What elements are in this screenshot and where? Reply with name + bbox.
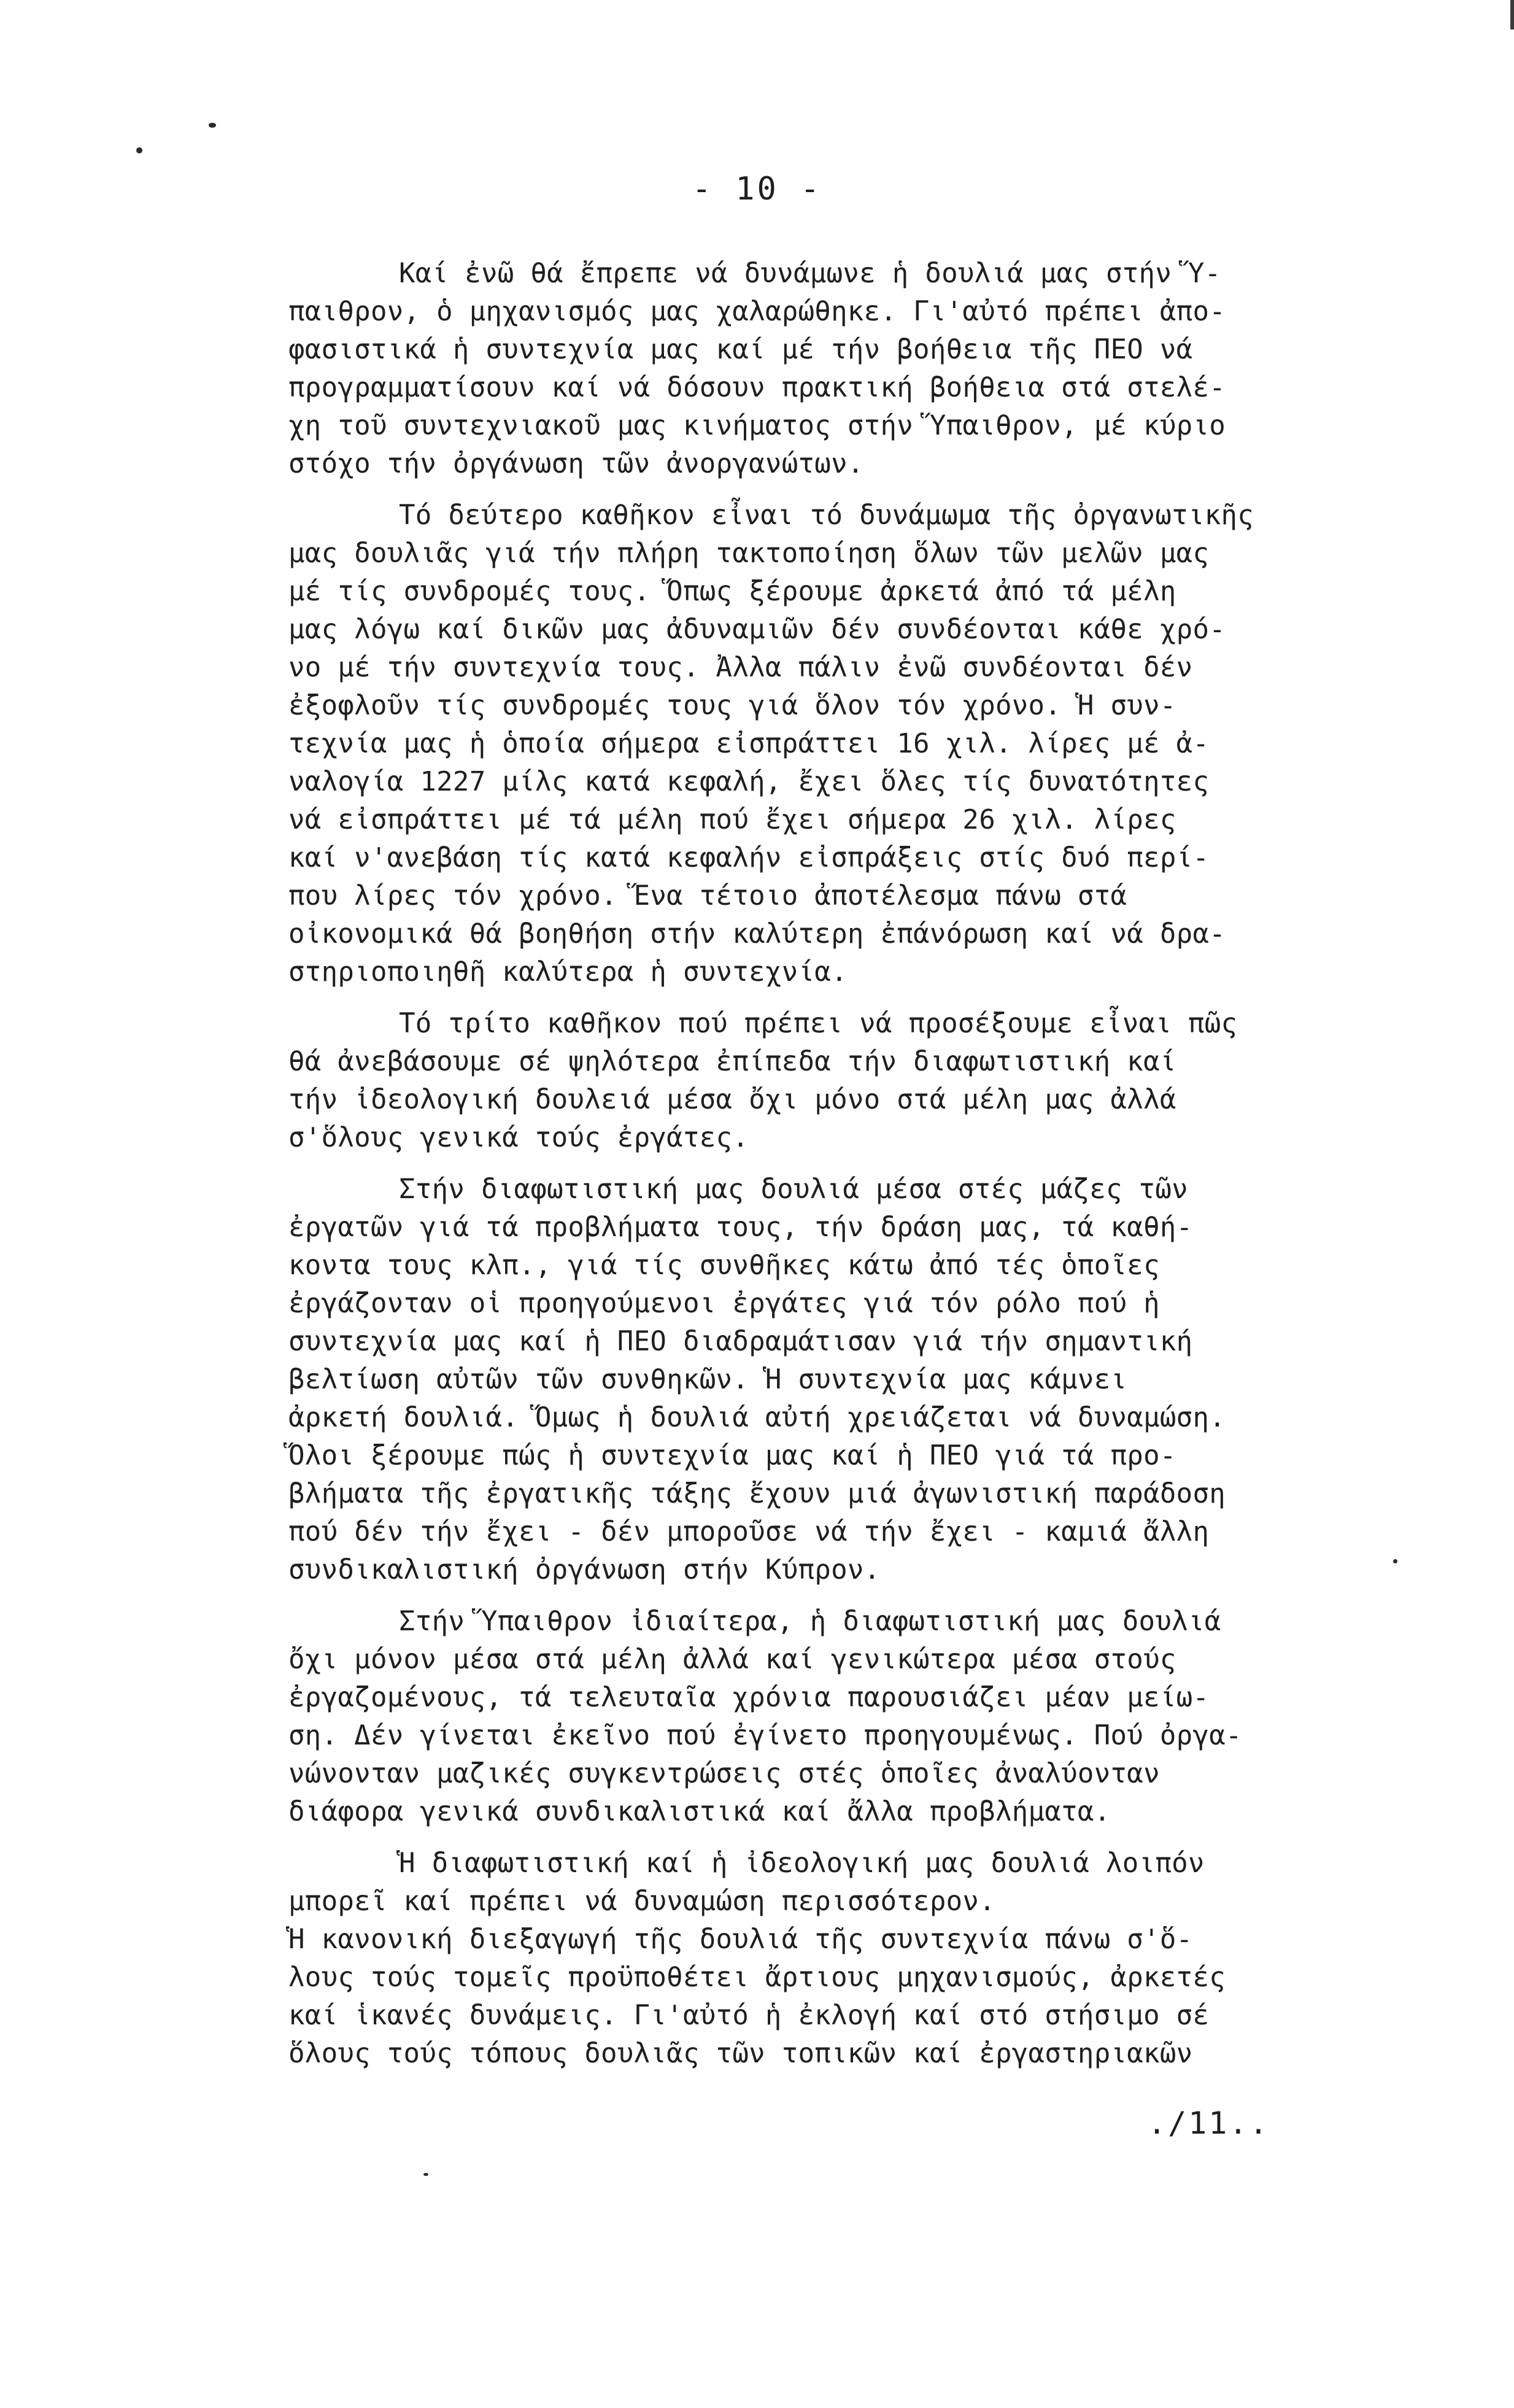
continuation-page-ref: ./11.. (1148, 2105, 1270, 2141)
text-line: που λίρες τόν χρόνο. Ἕνα τέτοιο ἀποτέλεσμα πάνω στά (288, 880, 1127, 912)
text-line: ὅλους τούς τόπους δουλιᾶς τῶν τοπικῶν καί ἐργαστηριακῶν (288, 2038, 1193, 2069)
text-line: ἀρκετή δουλιά. Ὅμως ἡ δουλιά αὐτή χρειάζεται νά δυναμώση. (288, 1402, 1226, 1433)
page-number: - 10 - (692, 171, 822, 207)
text-line: μας δουλιᾶς γιά τήν πλήρη τακτοποίηση ὅλων τῶν μελῶν μας (288, 538, 1210, 569)
text-line: Τό δεύτερο καθῆκον εἶναι τό δυνάμωμα τῆς ὀργανωτικῆς (399, 500, 1254, 531)
text-line: κοντα τους κλπ., γιά τίς συνθῆκες κάτω ἀπό τές ὁποῖες (288, 1250, 1160, 1281)
text-line: νά εἰσπράττει μέ τά μέλη πού ἔχει σήμερα 26 χιλ. λίρες (288, 804, 1176, 835)
text-line: τήν ἰδεολογική δουλειά μέσα ὄχι μόνο στά μέλη μας ἀλλά (288, 1084, 1176, 1115)
paragraph-3 (288, 1005, 1442, 1157)
text-line: Καί ἐνῶ θά ἔπρεπε νά δυνάμωνε ἡ δουλιά μας στήν Ὕ- (399, 258, 1221, 289)
text-line: ση. Δέν γίνεται ἐκεῖνο πού ἐγίνετο προηγουμένως. Πού ὀργα- (288, 1720, 1242, 1751)
text-line: συντεχνία μας καί ἡ ΠΕΟ διαδραμάτισαν γιά τήν σημαντική (288, 1326, 1193, 1357)
text-line: προγραμματίσουν καί νά δόσουν πρακτική βοήθεια στά στελέ- (288, 372, 1226, 403)
text-line: Ἡ διαφωτιστική καί ἡ ἰδεολογική μας δουλιά λοιπόν (399, 1848, 1205, 1879)
text-line: Στήν Ὕπαιθρον ἰδιαίτερα, ἡ διαφωτιστική μας δουλιά (399, 1606, 1221, 1637)
scan-speck (423, 2173, 428, 2176)
text-line: καί ν'ανεβάση τίς κατά κεφαλήν εἰσπράξεις στίς δυό περί- (288, 842, 1210, 873)
text-line: φασιστικά ἡ συντεχνία μας καί μέ τήν βοήθεια τῆς ΠΕΟ νά (288, 334, 1193, 365)
document-body (288, 255, 1442, 2086)
text-line: καί ἱκανές δυνάμεις. Γι'αὐτό ἡ ἐκλογή καί στό στήσιμο σέ (288, 2000, 1210, 2031)
paragraph-5 (288, 1603, 1442, 1831)
paragraph-2 (288, 497, 1442, 991)
paragraph-1 (288, 255, 1442, 483)
paragraph-7 (288, 1921, 1442, 2073)
text-line: θά ἀνεβάσουμε σέ ψηλότερα ἐπίπεδα τήν διαφωτιστική καί (288, 1046, 1176, 1077)
text-line: μέ τίς συνδρομές τους. Ὅπως ξέρουμε ἀρκετά ἀπό τά μέλη (288, 576, 1176, 607)
paragraph-6 (288, 1845, 1442, 1921)
text-line: Ἡ κανονική διεξαγωγή τῆς δουλιά τῆς συντεχνία πάνω σ'ὅ- (288, 1924, 1193, 1955)
text-line: νώνονταν μαζικές συγκεντρώσεις στές ὁποῖες ἀναλύονταν (288, 1758, 1160, 1789)
scan-speck (209, 123, 216, 128)
text-line: διάφορα γενικά συνδικαλιστικά καί ἄλλα προβλήματα. (288, 1796, 1111, 1827)
text-line: μας λόγω καί δικῶν μας ἀδυναμιῶν δέν συνδέονται κάθε χρό- (288, 614, 1226, 645)
text-line: ὄχι μόνον μέσα στά μέλη ἀλλά καί γενικώτερα μέσα στούς (288, 1644, 1176, 1675)
text-line: ναλογία 1227 μίλς κατά κεφαλή, ἔχει ὅλες τίς δυνατότητες (288, 766, 1210, 797)
text-line: συνδικαλιστική ὀργάνωση στήν Κύπρον. (288, 1554, 881, 1585)
paragraph-4 (288, 1171, 1442, 1589)
text-line: λους τούς τομεῖς προϋποθέτει ἄρτιους μηχανισμούς, ἀρκετές (288, 1962, 1226, 1993)
text-line: παιθρον, ὁ μηχανισμός μας χαλαρώθηκε. Γι'αὐτό πρέπει ἀπο- (288, 296, 1226, 327)
text-line: ἐργαζομένους, τά τελευταῖα χρόνια παρουσιάζει μέαν μείω- (288, 1682, 1210, 1713)
text-line: πού δέν τήν ἔχει - δέν μποροῦσε νά τήν ἔχει - καμιά ἄλλη (288, 1516, 1210, 1547)
text-line: Ὅλοι ξέρουμε πώς ἡ συντεχνία μας καί ἡ ΠΕΟ γιά τά προ- (288, 1440, 1176, 1471)
text-line: ἐξοφλοῦν τίς συνδρομές τους γιά ὅλον τόν χρόνο. Ἡ συν- (288, 690, 1176, 721)
text-line: χη τοῦ συντεχνιακοῦ μας κινήματος στήν Ὕπαιθρον, μέ κύριο (288, 410, 1226, 441)
text-line: ἐργάζονταν οἱ προηγούμενοι ἐργάτες γιά τόν ρόλο πού ἡ (288, 1288, 1160, 1319)
text-line: Στήν διαφωτιστική μας δουλιά μέσα στές μάζες τῶν (399, 1174, 1188, 1205)
scan-speck (136, 147, 142, 153)
text-line: στόχο τήν ὀργάνωση τῶν ἀνοργανώτων. (288, 448, 864, 479)
text-line: οἰκονομικά θά βοηθήση στήν καλύτερη ἐπάνόρωση καί νά δρα- (288, 918, 1226, 950)
text-line: ἐργατῶν γιά τά προβλήματα τους, τήν δράση μας, τά καθή- (288, 1212, 1193, 1243)
text-line: βελτίωση αὐτῶν τῶν συνθηκῶν. Ἡ συντεχνία μας κάμνει (288, 1364, 1127, 1395)
text-line: μπορεῖ καί πρέπει νά δυναμώση περισσότερον. (288, 1886, 995, 1917)
text-line: στηριοποιηθῆ καλύτερα ἡ συντεχνία. (288, 956, 848, 988)
text-line: νο μέ τήν συντεχνία τους. Ἀλλα πάλιν ἐνῶ συνδέονται δέν (288, 652, 1193, 683)
text-line: σ'ὅλους γενικά τούς ἐργάτες. (288, 1122, 749, 1153)
text-line: βλήματα τῆς ἐργατικῆς τάξης ἔχουν μιά ἀγωνιστική παράδοση (288, 1478, 1226, 1509)
scan-edge-mark (1510, 0, 1514, 29)
text-line: τεχνία μας ἡ ὁποία σήμερα εἰσπράττει 16 χιλ. λίρες μέ ἀ- (288, 728, 1210, 759)
text-line: Τό τρίτο καθῆκον πού πρέπει νά προσέξουμε εἶναι πῶς (399, 1008, 1238, 1039)
